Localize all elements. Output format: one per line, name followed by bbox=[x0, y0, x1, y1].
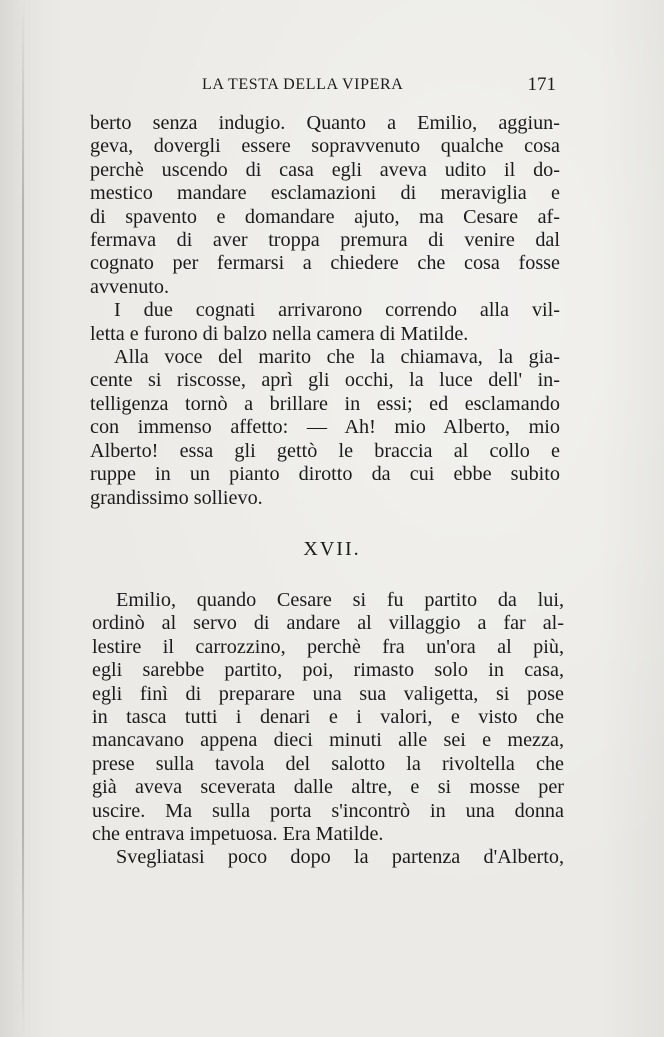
running-head-title: LA TESTA DELLA VIPERA bbox=[202, 76, 404, 93]
text-line: grandissimo sollievo. bbox=[90, 486, 263, 509]
body-text-lower bbox=[92, 589, 564, 870]
text-line: in tasca tutti i denari e i valori, e visto che bbox=[92, 706, 564, 729]
text-line: mancavano appena dieci minuti alle sei e mezza, bbox=[92, 729, 564, 752]
text-line: che entrava impetuosa. Era Matilde. bbox=[92, 823, 384, 846]
page-gutter-shadow bbox=[22, 0, 24, 1037]
text-line: geva, dovergli essere sopravvenuto qualche cosa bbox=[90, 135, 560, 158]
text-line: lestire il carrozzino, perchè fra un'ora al più, bbox=[92, 635, 564, 658]
text-line: fermava di aver troppa premura di venire dal bbox=[90, 229, 560, 252]
text-line: berto senza indugio. Quanto a Emilio, aggiun- bbox=[90, 112, 560, 134]
text-line: mestico mandare esclamazioni di meraviglia e bbox=[90, 182, 560, 205]
text-line: uscire. Ma sulla porta s'incontrò in una donna bbox=[92, 799, 564, 822]
paragraph-5 bbox=[92, 846, 564, 869]
text-line: già aveva sceverata dalle altre, e si mosse per bbox=[92, 776, 564, 799]
page-number: 171 bbox=[527, 74, 556, 95]
running-head bbox=[90, 74, 556, 100]
paragraph-1 bbox=[90, 112, 560, 299]
text-line: Alberto! essa gli gettò le braccia al collo e bbox=[90, 439, 560, 462]
text-line: I due cognati arrivarono correndo alla vil- bbox=[114, 299, 560, 322]
text-line: letta e furono di balzo nella camera di Matilde. bbox=[90, 322, 469, 345]
text-line: avvenuto. bbox=[90, 275, 170, 298]
text-line: con immenso affetto: — Ah! mio Alberto, mio bbox=[90, 416, 560, 439]
text-line: egli sarebbe partito, poi, rimasto solo in casa, bbox=[92, 659, 564, 682]
text-line: Svegliatasi poco dopo la partenza d'Alberto, bbox=[116, 846, 564, 869]
paragraph-3 bbox=[90, 346, 560, 510]
body-text-upper bbox=[90, 112, 560, 510]
text-line: ruppe in un pianto dirotto da cui ebbe subito bbox=[90, 463, 560, 486]
text-line: cente si riscosse, aprì gli occhi, la luce dell' in- bbox=[90, 369, 560, 392]
text-line: telligenza tornò a brillare in essi; ed esclamando bbox=[90, 392, 560, 415]
paragraph-2 bbox=[90, 299, 560, 346]
text-line: prese sulla tavola del salotto la rivoltella che bbox=[92, 752, 564, 775]
text-line: egli finì di preparare una sua valigetta, si pose bbox=[92, 682, 564, 705]
chapter-heading: XVII. bbox=[303, 538, 361, 560]
text-line: ordinò al servo di andare al villaggio a far al- bbox=[92, 612, 564, 635]
text-line: cognato per fermarsi a chiedere che cosa fosse bbox=[90, 252, 560, 275]
paragraph-4 bbox=[92, 589, 564, 846]
text-line: di spavento e domandare ajuto, ma Cesare af- bbox=[90, 205, 560, 228]
text-line: perchè uscendo di casa egli aveva udito il do- bbox=[90, 158, 560, 181]
text-line: Alla voce del marito che la chiamava, la gia- bbox=[114, 346, 560, 369]
text-line: Emilio, quando Cesare si fu partito da lui, bbox=[116, 589, 564, 611]
